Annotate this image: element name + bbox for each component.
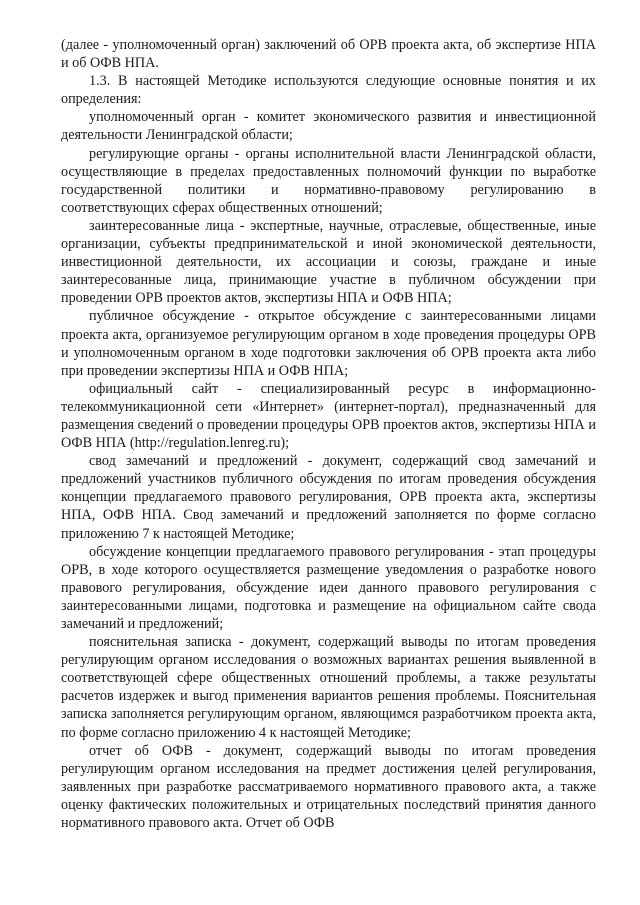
- paragraph-summary-of-comments: свод замечаний и предложений - документ, содержащий свод замечаний и предложений участников публичного обсуждения по итогам проведения обсуждения концепции предлагаемого правового регулирования, ОРВ проекта акта, экспертизы НПА, ОФВ НПА. Свод замечаний и предложений заполняется по форме согласно приложению 7 к настоящей Методике;: [61, 453, 596, 542]
- paragraph-public-discussion: публичное обсуждение - открытое обсуждение с заинтересованными лицами проекта акта, организуемое регулирующим органом в ходе проведения процедуры ОРВ и уполномоченным органом в ходе подготовки заключения об ОРВ проекта акта либо при проведении экспертизы НПА и ОФВ НПА;: [61, 308, 596, 379]
- paragraph-official-site: официальный сайт - специализированный ресурс в информационно-телекоммуникационной сети «Интернет» (интернет-портал), предназначенный для размещения сведений о проведении процедуры ОРВ проектов актов, экспертизы НПА и ОФВ НПА (http://regulation.lenreg.ru);: [61, 380, 596, 452]
- document-body: [61, 36, 596, 832]
- paragraph-ofv-report: отчет об ОФВ - документ, содержащий выводы по итогам проведения регулирующим органом исследования на предмет достижения целей регулирования, заявленных при разработке рассматриваемого нормативного правового акта, а также оценку фактических положительных и отрицательных последствий принятия данного нормативного правового акта. Отчет об ОФВ: [61, 742, 596, 832]
- paragraph-regulating-bodies: регулирующие органы - органы исполнительной власти Ленинградской области, осуществляющие в пределах предоставленных полномочий функции по выработке государственной политики и нормативно-правовому регулированию в соответствующих сферах общественных отношений;: [61, 145, 596, 216]
- paragraph-section-1-3: 1.3. В настоящей Методике используются следующие основные понятия и их определения:: [61, 73, 596, 108]
- paragraph-explanatory-note: пояснительная записка - документ, содержащий выводы по итогам проведения регулирующим органом исследования о возможных вариантах решения выявленной в соответствующей сфере общественных отношений проблемы, а также результаты расчетов издержек и выгод применения вариантов решения проблемы. Пояснительная записка заполняется регулирующим органом, являющимся разработчиком проекта акта, по форме согласно приложению 4 к настоящей Методике;: [61, 634, 596, 741]
- paragraph-authorized-body: уполномоченный орган - комитет экономического развития и инвестиционной деятельности Ленинградской области;: [61, 109, 596, 144]
- paragraph-concept-discussion: обсуждение концепции предлагаемого правового регулирования - этап процедуры ОРВ, в ходе которого осуществляется размещение уведомления о разработке нового правового регулирования, обсуждение идеи данного правового регулирования с заинтересованными лицами, подготовка и размещение на официальном сайте свода замечаний и предложений;: [61, 543, 596, 632]
- paragraph-continuation: (далее - уполномоченный орган) заключений об ОРВ проекта акта, об экспертизе НПА и об ОФВ НПА.: [61, 37, 596, 72]
- paragraph-interested-parties: заинтересованные лица - экспертные, научные, отраслевые, общественные, иные организации, субъекты предпринимательской и иной экономической деятельности, инвестиционной деятельности, их ассоциации и союзы, граждане и иные заинтересованные лица, принимающие участие в публичном обсуждении при проведении ОРВ проектов актов, экспертизы НПА и ОФВ НПА;: [61, 217, 596, 307]
